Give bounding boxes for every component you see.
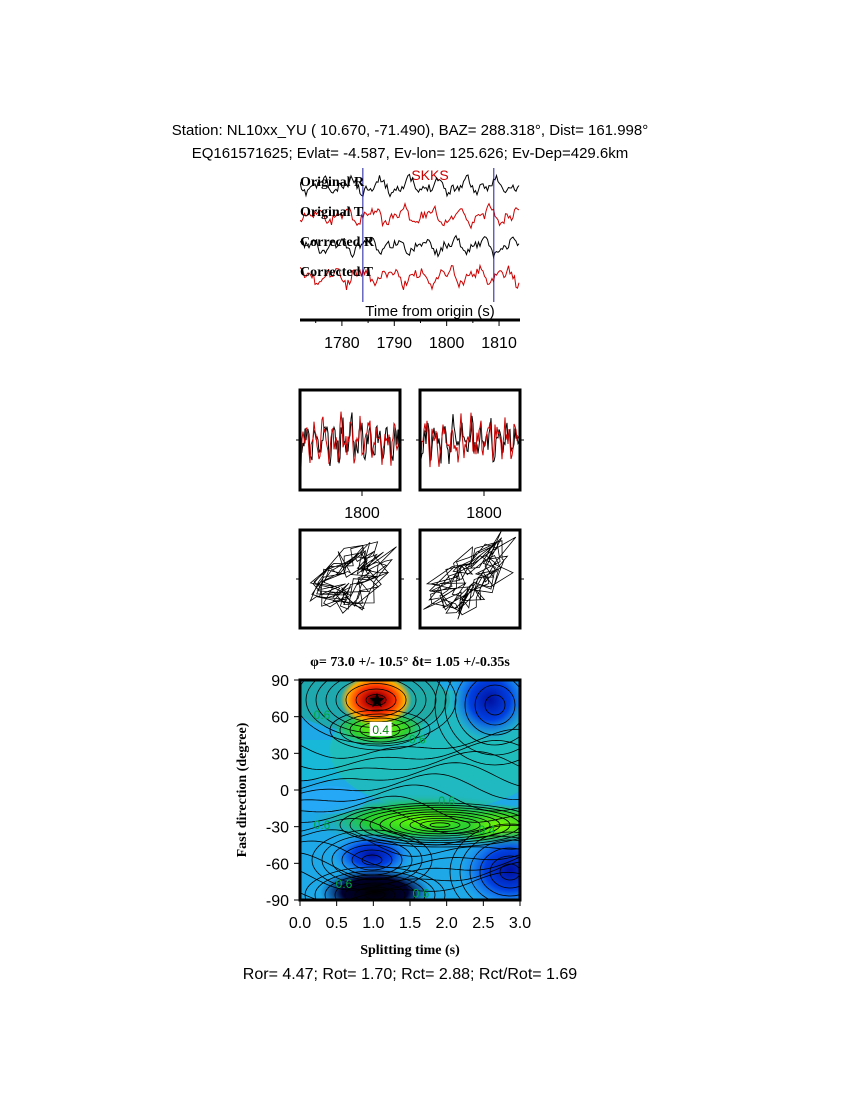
- trace-xlabel: Time from origin (s): [365, 303, 495, 320]
- grid-x-tick-label: 0.0: [288, 915, 312, 932]
- grid-search-panel: [235, 645, 570, 958]
- trace-tick-label: 1800: [428, 335, 465, 352]
- grid-y-tick-label: -60: [265, 856, 289, 874]
- trace-tick-label: 1780: [324, 335, 360, 352]
- grid-y-tick-label: 0: [280, 783, 289, 800]
- waveform-right-tick-label: 1800: [466, 505, 502, 522]
- trace-ticks: [316, 320, 517, 352]
- grid-ylabel: Fast direction (degree): [235, 722, 250, 858]
- grid-x-tick-label: 1.5: [398, 915, 422, 932]
- waveform-panel-right: [416, 390, 524, 522]
- grid-x-tick-label: 0.5: [325, 915, 348, 932]
- contour-label: 0.6: [438, 793, 456, 808]
- trace-tick-label: 1790: [376, 335, 413, 352]
- footer-ratios: Ror= 4.47; Rot= 1.70; Rct= 2.88; Rct/Rot= 1.69: [242, 966, 578, 983]
- grid-y-tick-label: -90: [265, 893, 289, 910]
- grid-y-tick-label: 30: [271, 746, 289, 764]
- trace-label-corrected-r: Corrected R: [300, 235, 374, 250]
- grid-x-tick-label: 2.0: [435, 915, 458, 932]
- grid-x-tick-label: 2.5: [472, 915, 495, 932]
- contour-label: 0.6: [412, 886, 430, 901]
- header-line-1: Station: NL10xx_YU ( 10.670, -71.490), BAZ= 288.318°, Dist= 161.998°: [171, 122, 649, 139]
- trace-label-original-r: Original R: [300, 175, 365, 190]
- contour-label: 0.6: [313, 818, 331, 833]
- grid-y-tick-label: -30: [265, 819, 289, 837]
- grid-title: φ= 73.0 +/- 10.5° δt= 1.05 +/-0.35s: [310, 655, 510, 670]
- grid-y-tick-label: 60: [271, 709, 289, 727]
- contour-label: 0.4: [372, 722, 390, 737]
- waveform-left-tick-label: 1800: [344, 505, 380, 522]
- contour-label: 0.6: [313, 708, 331, 723]
- contour-label: 0.6: [335, 876, 353, 891]
- grid-x-tick-label: 1.0: [362, 915, 385, 932]
- grid-xlabel: Splitting time (s): [360, 943, 460, 958]
- contour-label: 0.6: [408, 732, 426, 747]
- phase-label: SKKS: [411, 167, 449, 183]
- trace-label-original-t: Original T: [300, 205, 364, 220]
- particle-motion-left: [296, 530, 404, 628]
- header-line-2: EQ161571625; Evlat= -4.587, Ev-lon= 125.626; Ev-Dep=429.6km: [191, 145, 629, 162]
- energy-map: [290, 645, 570, 923]
- grid-y-tick-label: 90: [271, 673, 289, 690]
- trace-label-corrected-t: Corrected T: [300, 265, 373, 280]
- contour-label: 0.4: [478, 823, 496, 838]
- particle-motion-right: [416, 530, 524, 628]
- grid-x-tick-label: 3.0: [508, 915, 532, 932]
- trace-tick-label: 1810: [481, 335, 517, 352]
- trace-panel: [300, 167, 520, 352]
- waveform-panel-left: [296, 390, 404, 522]
